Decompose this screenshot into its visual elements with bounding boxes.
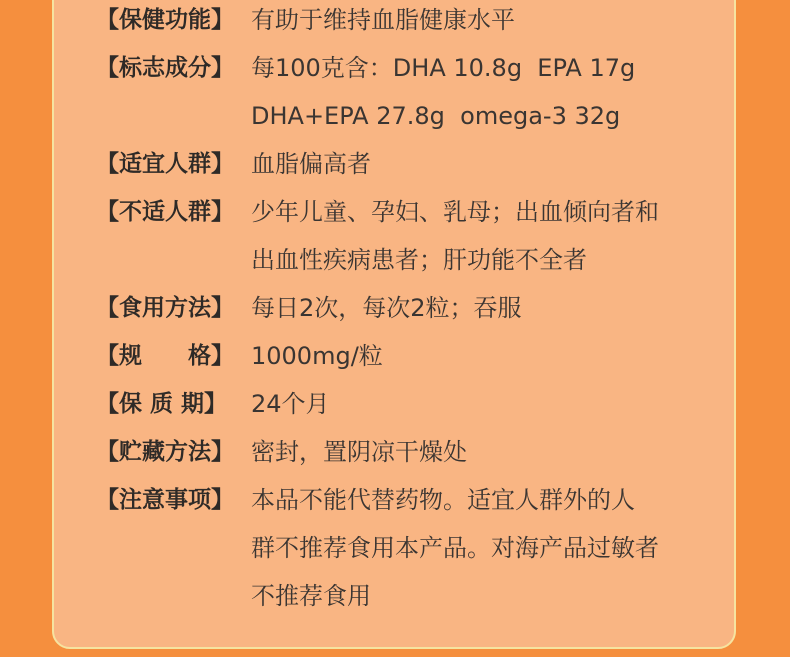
- info-value-line: 出血性疾病患者；肝功能不全者: [251, 246, 587, 274]
- info-value-line: 少年儿童、孕妇、乳母；出血倾向者和: [251, 198, 659, 226]
- info-label: 【不适人群】: [96, 199, 234, 225]
- info-value-line: 每日2次，每次2粒；吞服: [251, 294, 522, 322]
- info-value-line: 24个月: [251, 390, 330, 418]
- info-value: [251, 436, 721, 484]
- info-value-line: DHA+EPA 27.8g omega-3 32g: [251, 102, 621, 130]
- info-value: [251, 292, 721, 340]
- info-value: [251, 484, 721, 628]
- info-label: 【保健功能】: [96, 7, 234, 33]
- info-label: 【注意事项】: [96, 487, 234, 513]
- info-value-line: 有助于维持血脂健康水平: [251, 6, 515, 34]
- info-value: [251, 148, 721, 196]
- info-value-line: 本品不能代替药物。适宜人群外的人: [251, 486, 635, 514]
- info-label: 【保 质 期】: [96, 391, 228, 417]
- info-value-line: 1000mg/粒: [251, 342, 383, 370]
- info-value-line: 不推荐食用: [251, 582, 371, 610]
- info-value-line: 群不推荐食用本产品。对海产品过敏者: [251, 534, 659, 562]
- info-label: 【规 格】: [96, 343, 234, 369]
- info-label: 【食用方法】: [96, 295, 234, 321]
- info-value: [251, 196, 721, 292]
- info-label: 【贮藏方法】: [96, 439, 234, 465]
- info-value: [251, 340, 721, 388]
- info-value: [251, 4, 721, 52]
- info-value: [251, 388, 721, 436]
- info-value-line: 血脂偏高者: [251, 150, 371, 178]
- info-label: 【适宜人群】: [96, 151, 234, 177]
- info-value-line: 密封，置阴凉干燥处: [251, 438, 467, 466]
- info-value-line: 每100克含：DHA 10.8g EPA 17g: [251, 54, 636, 82]
- info-value: [251, 52, 721, 148]
- info-label: 【标志成分】: [96, 55, 234, 81]
